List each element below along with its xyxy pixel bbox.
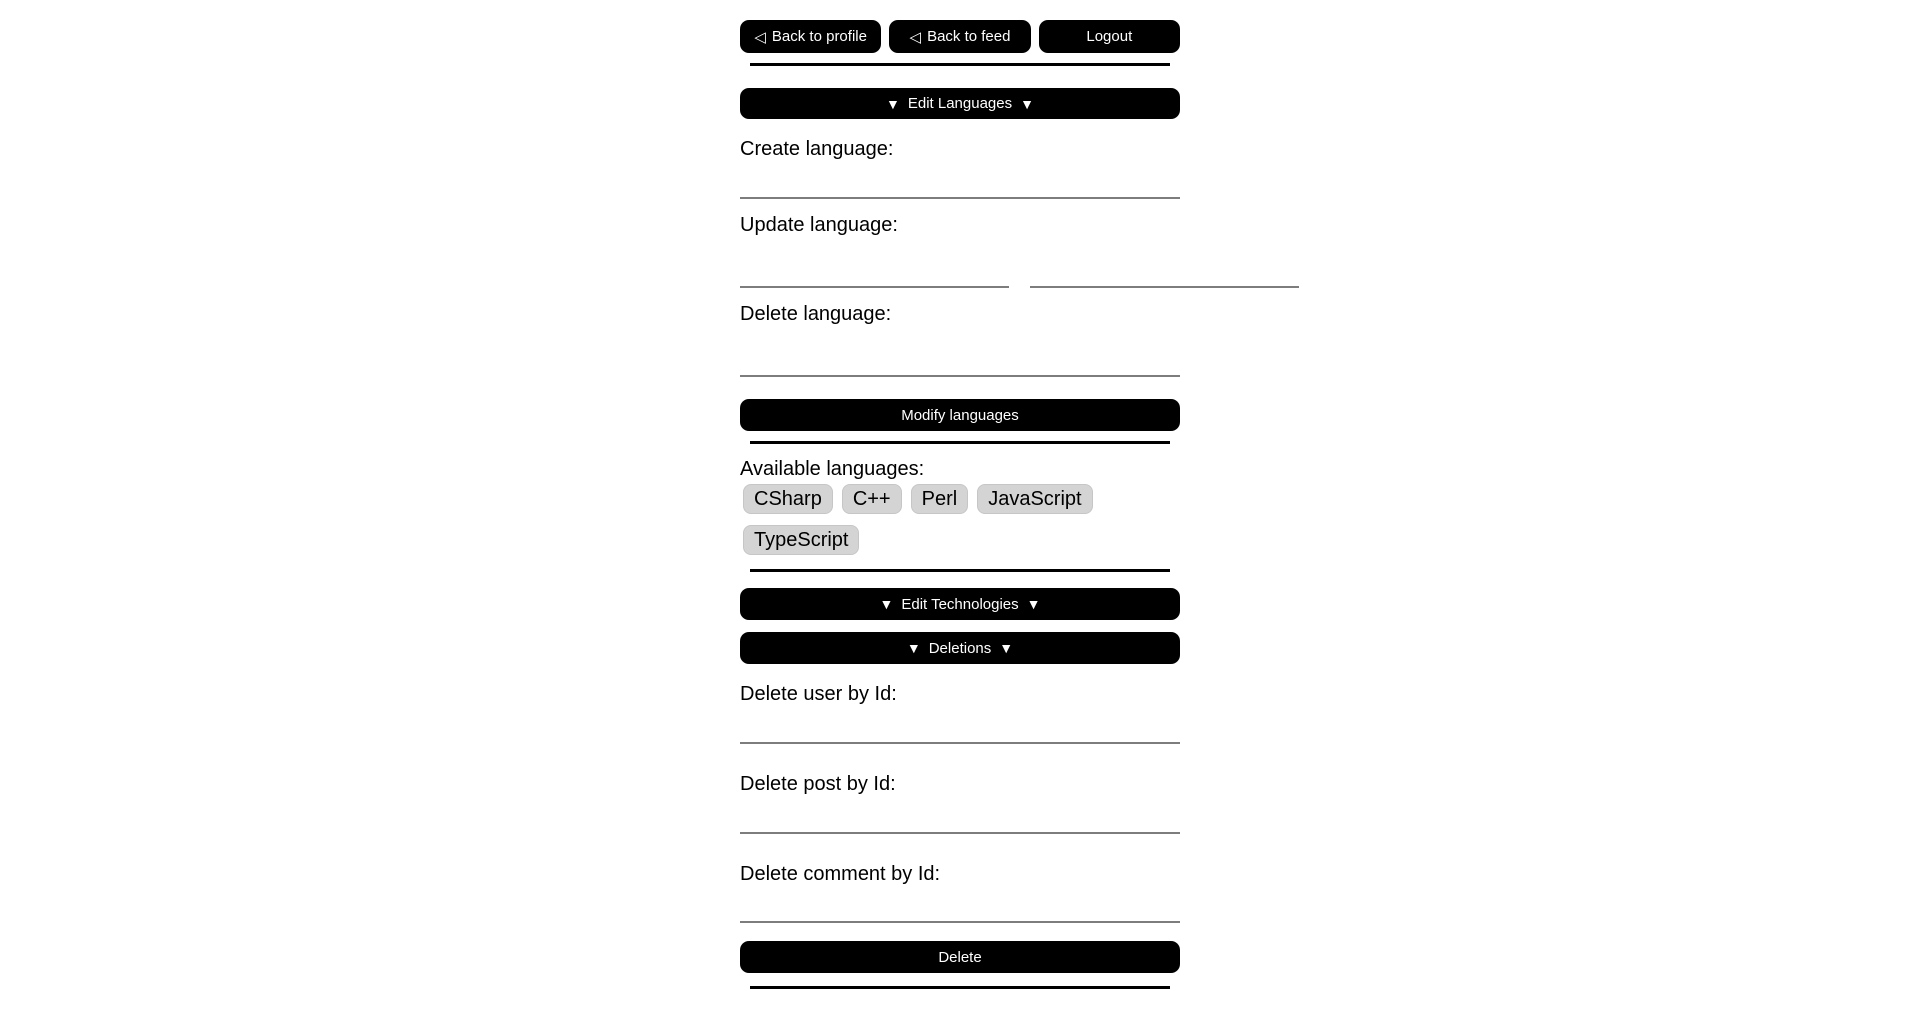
delete-post-id-input[interactable] — [740, 797, 1180, 834]
update-language-row — [740, 238, 1180, 288]
caret-down-icon: ▼ — [886, 95, 900, 112]
available-languages-list — [743, 484, 1173, 555]
language-chip[interactable]: JavaScript — [977, 484, 1092, 514]
caret-down-icon: ▼ — [1026, 596, 1041, 612]
update-language-old-input[interactable] — [740, 238, 1009, 288]
back-to-profile-label: Back to profile — [771, 28, 867, 45]
delete-comment-label: Delete comment by Id: — [740, 863, 941, 885]
language-chip[interactable]: TypeScript — [743, 525, 859, 555]
language-chip[interactable]: Perl — [911, 484, 969, 514]
back-arrow-icon: ◁ — [754, 28, 766, 46]
delete-button-label: Delete — [938, 948, 982, 966]
edit-languages-toggle[interactable] — [740, 88, 1180, 119]
modify-languages-button[interactable] — [740, 399, 1180, 431]
topbar — [740, 20, 1180, 53]
admin-panel — [740, 0, 1180, 989]
edit-languages-header: Edit Languages — [907, 95, 1013, 112]
divider — [750, 569, 1170, 572]
modify-languages-label: Modify languages — [901, 406, 1019, 424]
back-to-feed-button[interactable] — [889, 20, 1030, 53]
update-language-label: Update language: — [740, 214, 898, 236]
divider — [750, 441, 1170, 444]
caret-down-icon: ▼ — [906, 640, 921, 656]
available-languages-label: Available languages: — [740, 458, 925, 480]
back-to-feed-label: Back to feed — [927, 28, 1011, 45]
logout-label: Logout — [1086, 28, 1133, 45]
language-chip[interactable]: C++ — [842, 484, 902, 514]
caret-down-icon: ▼ — [1020, 95, 1034, 112]
create-language-input[interactable] — [740, 162, 1180, 199]
logout-button[interactable] — [1039, 20, 1180, 53]
back-arrow-icon: ◁ — [909, 28, 922, 46]
delete-language-label: Delete language: — [740, 303, 892, 325]
delete-language-input[interactable] — [740, 327, 1180, 377]
delete-user-id-input[interactable] — [740, 707, 1180, 744]
caret-down-icon: ▼ — [999, 640, 1014, 656]
delete-button[interactable] — [740, 941, 1180, 973]
deletions-header: Deletions — [928, 639, 992, 657]
caret-down-icon: ▼ — [879, 596, 894, 612]
edit-technologies-header: Edit Technologies — [901, 595, 1019, 613]
delete-user-label: Delete user by Id: — [740, 683, 897, 705]
delete-post-label: Delete post by Id: — [740, 773, 896, 795]
divider — [750, 986, 1170, 989]
create-language-label: Create language: — [740, 138, 894, 160]
divider — [750, 63, 1170, 66]
language-chip[interactable]: CSharp — [743, 484, 833, 514]
update-language-new-input[interactable] — [1030, 238, 1299, 288]
back-to-profile-button[interactable] — [740, 20, 881, 53]
deletions-toggle[interactable] — [740, 632, 1180, 664]
delete-comment-id-input[interactable] — [740, 887, 1180, 923]
edit-technologies-toggle[interactable] — [740, 588, 1180, 620]
